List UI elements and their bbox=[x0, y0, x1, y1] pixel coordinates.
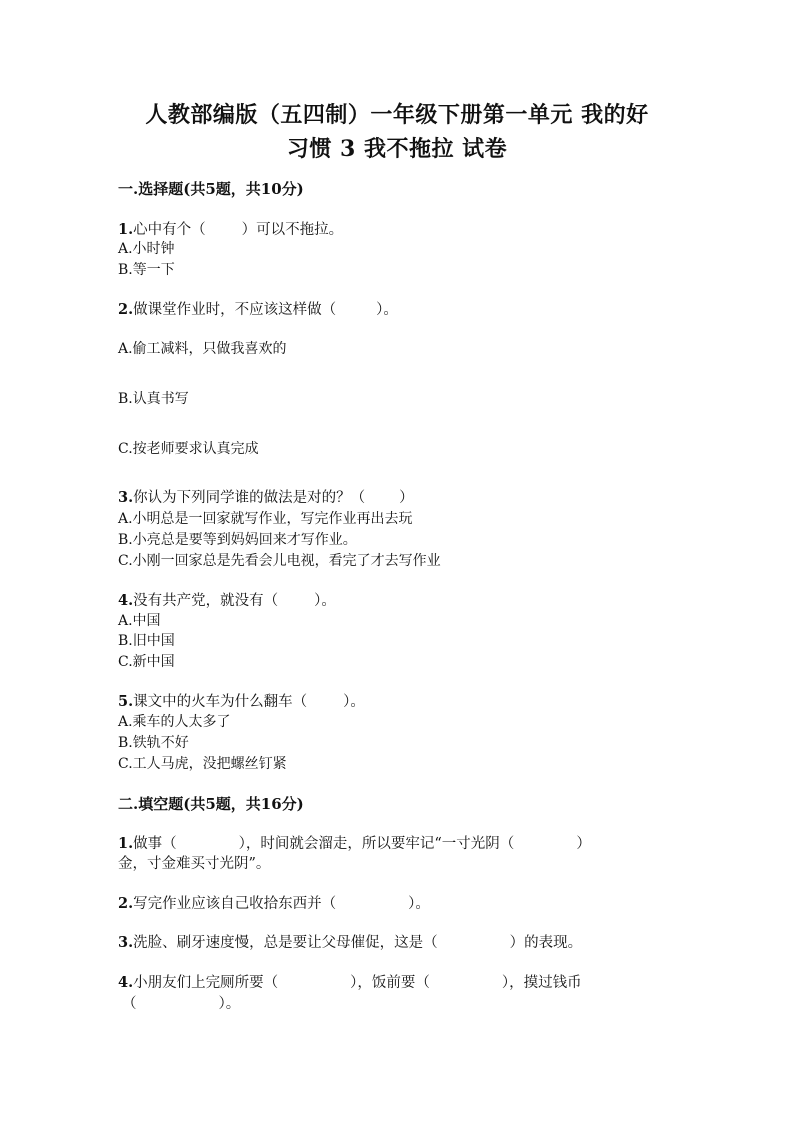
question-text: 写完作业应该自己收拾东西并（ bbox=[133, 896, 337, 912]
option-a[interactable]: A.偷工减料，只做我喜欢的 bbox=[118, 341, 287, 357]
option-b[interactable]: B.旧中国 bbox=[118, 633, 175, 649]
question-text: （ bbox=[122, 996, 137, 1012]
question-text: 心中有个（ bbox=[133, 222, 206, 238]
question-text: ） bbox=[399, 490, 414, 506]
option-c[interactable]: C.按老师要求认真完成 bbox=[118, 441, 259, 457]
question-number: 4. bbox=[118, 592, 134, 609]
question-text: 没有共产党，就没有（ bbox=[133, 593, 279, 609]
option-b[interactable]: B.小亮总是要等到妈妈回来才写作业。 bbox=[118, 532, 357, 548]
question-number: 2. bbox=[118, 301, 134, 318]
question-number: 2. bbox=[118, 895, 134, 912]
question-text-continued: 金，寸金难买寸光阴”。 bbox=[118, 856, 271, 872]
question-text: 课文中的火车为什么翻车（ bbox=[133, 694, 308, 710]
question-stem bbox=[118, 690, 365, 711]
option-a[interactable]: A.中国 bbox=[118, 613, 161, 629]
question-text: ）。 bbox=[218, 996, 241, 1012]
question-text: 洗脸、刷牙速度慢，总是要让父母催促，这是（ bbox=[133, 935, 438, 951]
question-text: ），摸过钱币 bbox=[501, 975, 582, 991]
exam-title-line-1: 人教部编版（五四制）一年级下册第一单元 我的好 bbox=[145, 102, 649, 128]
question-text: ），饭前要（ bbox=[350, 975, 430, 991]
option-a[interactable]: A.小明总是一回家就写作业，写完作业再出去玩 bbox=[118, 511, 413, 527]
question-stem bbox=[118, 298, 398, 319]
exam-title-line-2: 习惯 3 我不拖拉 试卷 bbox=[286, 136, 508, 162]
option-a[interactable]: A.乘车的人太多了 bbox=[118, 714, 231, 730]
question-text: 做事（ bbox=[133, 836, 177, 852]
question-text: ）。 bbox=[376, 302, 398, 318]
question-number: 3. bbox=[118, 489, 134, 506]
question-stem bbox=[118, 971, 582, 992]
question-text: ） bbox=[576, 836, 591, 852]
section-heading-choice: 一.选择题(共5题，共10分) bbox=[118, 180, 304, 198]
question-text: 小朋友们上完厕所要（ bbox=[133, 975, 279, 991]
question-number: 1. bbox=[118, 835, 134, 852]
question-stem bbox=[118, 486, 414, 507]
question-text: ）。 bbox=[408, 896, 430, 912]
option-b[interactable]: B.等一下 bbox=[118, 262, 175, 278]
question-number: 1. bbox=[118, 221, 134, 238]
question-text: ）的表现。 bbox=[509, 935, 583, 951]
question-text: ）可以不拖拉。 bbox=[241, 222, 344, 238]
question-number: 5. bbox=[118, 693, 134, 710]
option-c[interactable]: C.小刚一回家总是先看会儿电视，看完了才去写作业 bbox=[118, 553, 441, 569]
option-a[interactable]: A.小时钟 bbox=[118, 241, 175, 257]
question-stem bbox=[118, 931, 582, 952]
question-text: ）。 bbox=[343, 694, 365, 710]
question-text-continued bbox=[122, 992, 240, 1013]
section-heading-fill: 二.填空题(共5题，共16分) bbox=[118, 795, 304, 813]
option-c[interactable]: C.工人马虎，没把螺丝钉紧 bbox=[118, 756, 287, 772]
option-b[interactable]: B.认真书写 bbox=[118, 391, 189, 407]
question-stem bbox=[118, 589, 336, 610]
question-stem bbox=[118, 832, 591, 853]
question-stem bbox=[118, 892, 430, 913]
question-text: ）。 bbox=[314, 593, 336, 609]
question-text: ），时间就会溜走，所以要牢记“一寸光阴（ bbox=[238, 836, 515, 852]
question-stem bbox=[118, 218, 343, 239]
question-text: 做课堂作业时，不应该这样做（ bbox=[133, 302, 337, 318]
question-text: 你认为下列同学谁的做法是对的？（ bbox=[133, 490, 366, 506]
option-c[interactable]: C.新中国 bbox=[118, 654, 175, 670]
option-b[interactable]: B.铁轨不好 bbox=[118, 735, 189, 751]
question-number: 3. bbox=[118, 934, 134, 951]
question-number: 4. bbox=[118, 974, 134, 991]
